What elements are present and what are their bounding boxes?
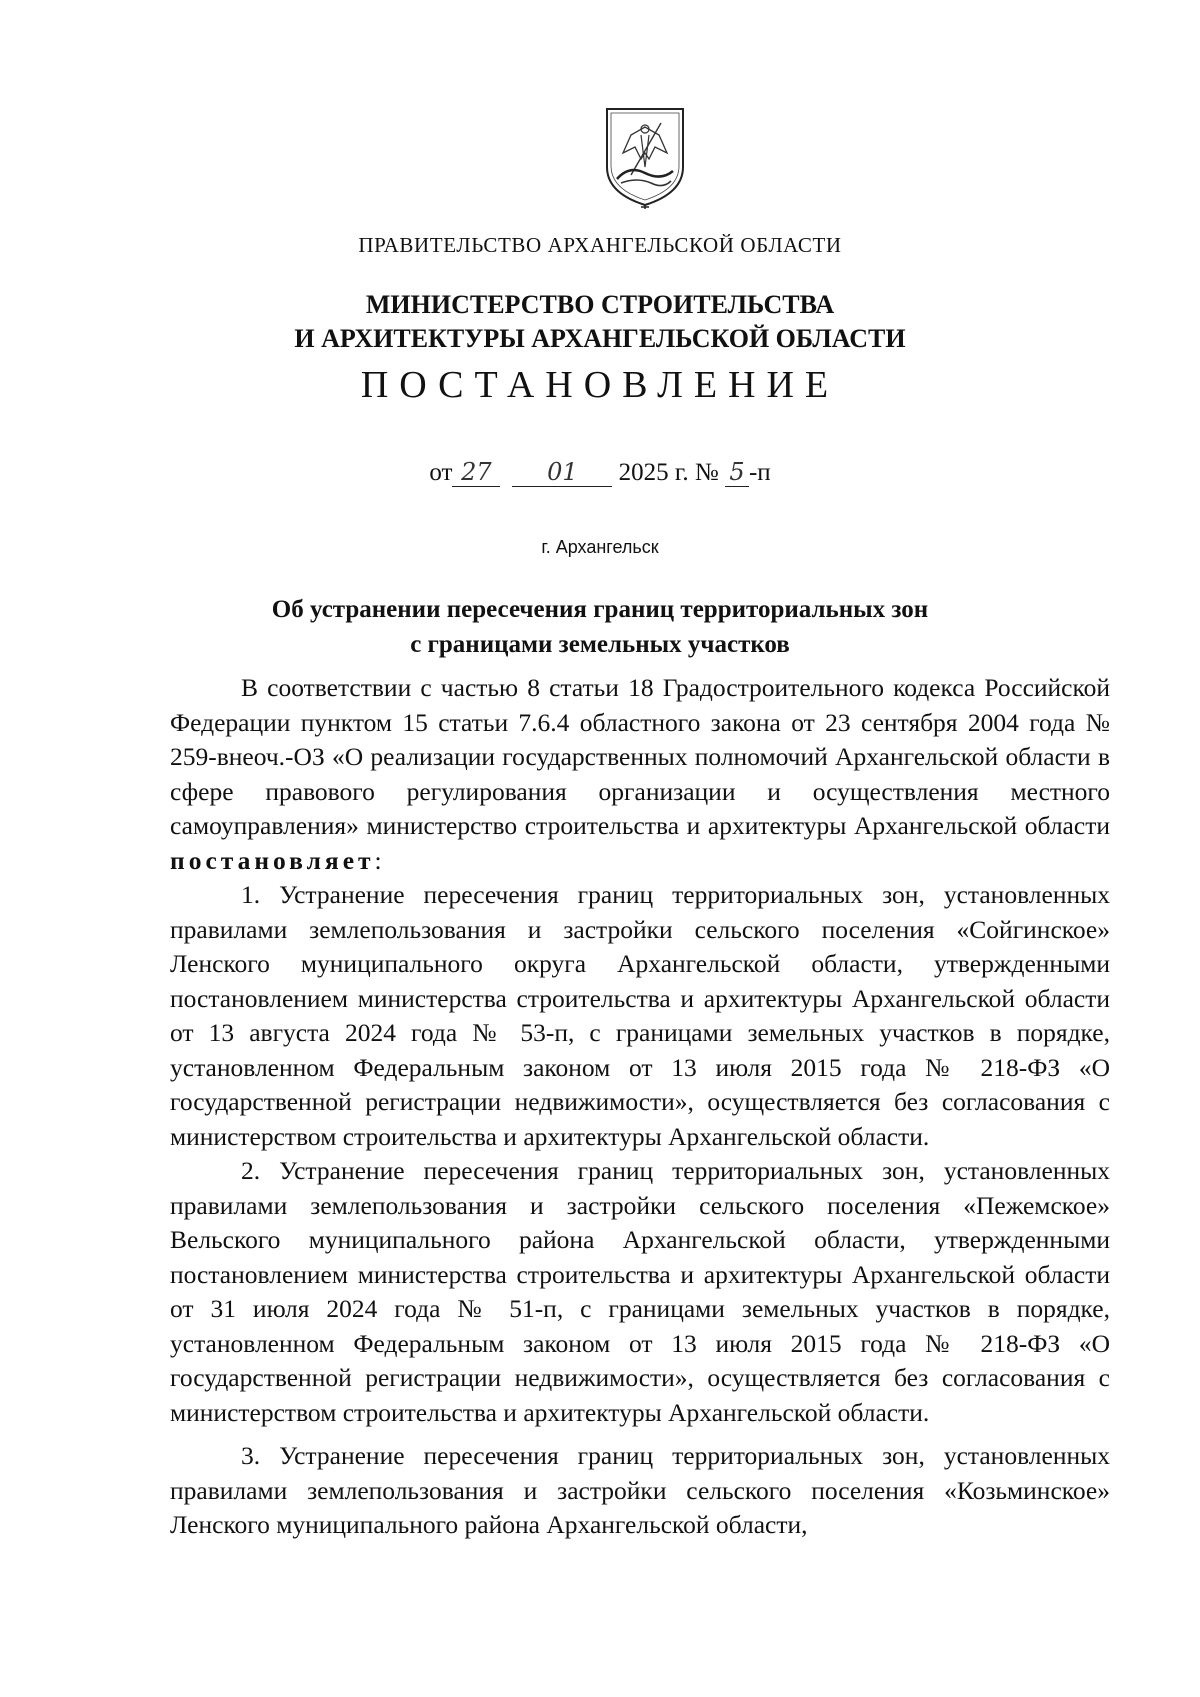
title-line-1: Об устранении пересечения границ территориальных зон [271, 596, 929, 623]
resolves-word: постановляет [170, 845, 375, 875]
document-title [0, 592, 1200, 662]
date-day: 27 [452, 458, 500, 487]
document-number: 5 [725, 458, 749, 487]
clause-2: 2. Устранение пересечения границ территориальных зон, установленных правилами землепользования и застройки сельского поселения «Пежемское» Вельского муниципального района Архангельской области, утвержденными постановлением министерства строительства и архитектуры Архангельской области от 31 июля 2024 года № 51-п, с границами земельных участков в порядке, установленном Федеральным законом от 13 июля 2015 года № 218-ФЗ «О государственной регистрации недвижимости», осуществляется без согласования с министерством строительства и архитектуры Архангельской области. [170, 1156, 1110, 1427]
city-label: г. Архангельск [541, 537, 659, 557]
ministry-line-1: МИНИСТЕРСТВО СТРОИТЕЛЬСТВА [365, 290, 835, 319]
preamble-text: В соответствии с частью 8 статьи 18 Градостроительного кодекса Российской Федерации пунктом 15 статьи 7.6.4 областного закона от 23 сентября 2004 года № 259-внеоч.-ОЗ «О реализации государственных полномочий Архангельской области в сфере правового регулирования организации и осуществления местного самоуправления» министерство строительства и архитектуры Архангельской области [170, 673, 1110, 840]
clause-1: 1. Устранение пересечения границ территориальных зон, установленных правилами землепользования и застройки сельского поселения «Сойгинское» Ленского муниципального округа Архангельской области, утвержденными постановлением министерства строительства и архитектуры Архангельской области от 13 августа 2024 года № 53-п, с границами земельных участков в порядке, установленном Федеральным законом от 13 июля 2015 года № 218-ФЗ «О государственной регистрации недвижимости», осуществляется без согласования с министерством строительства и архитектуры Архангельской области. [170, 880, 1110, 1151]
resolves-colon: : [374, 845, 382, 875]
document-type: ПОСТАНОВЛЕНИЕ [360, 364, 840, 406]
date-year: 2025 г. № [618, 459, 719, 486]
date-month: 01 [512, 458, 612, 487]
date-prefix: от [429, 459, 453, 486]
number-suffix: -п [748, 459, 771, 486]
document-body [170, 671, 1110, 1543]
ministry-heading [0, 288, 1200, 356]
archangel-emblem-icon [601, 105, 689, 211]
coat-of-arms-emblem [601, 105, 689, 211]
clause-3: 3. Устранение пересечения границ территориальных зон, установленных правилами землепользования и застройки сельского поселения «Козьминское» Ленского муниципального района Архангельской области, [170, 1441, 1110, 1539]
date-line [0, 458, 1200, 487]
preamble-paragraph [170, 671, 1110, 878]
ministry-line-2: И АРХИТЕКТУРЫ АРХАНГЕЛЬСКОЙ ОБЛАСТИ [294, 324, 906, 353]
government-heading: ПРАВИТЕЛЬСТВО АРХАНГЕЛЬСКОЙ ОБЛАСТИ [358, 233, 842, 257]
title-line-2: с границами земельных участков [410, 631, 790, 658]
